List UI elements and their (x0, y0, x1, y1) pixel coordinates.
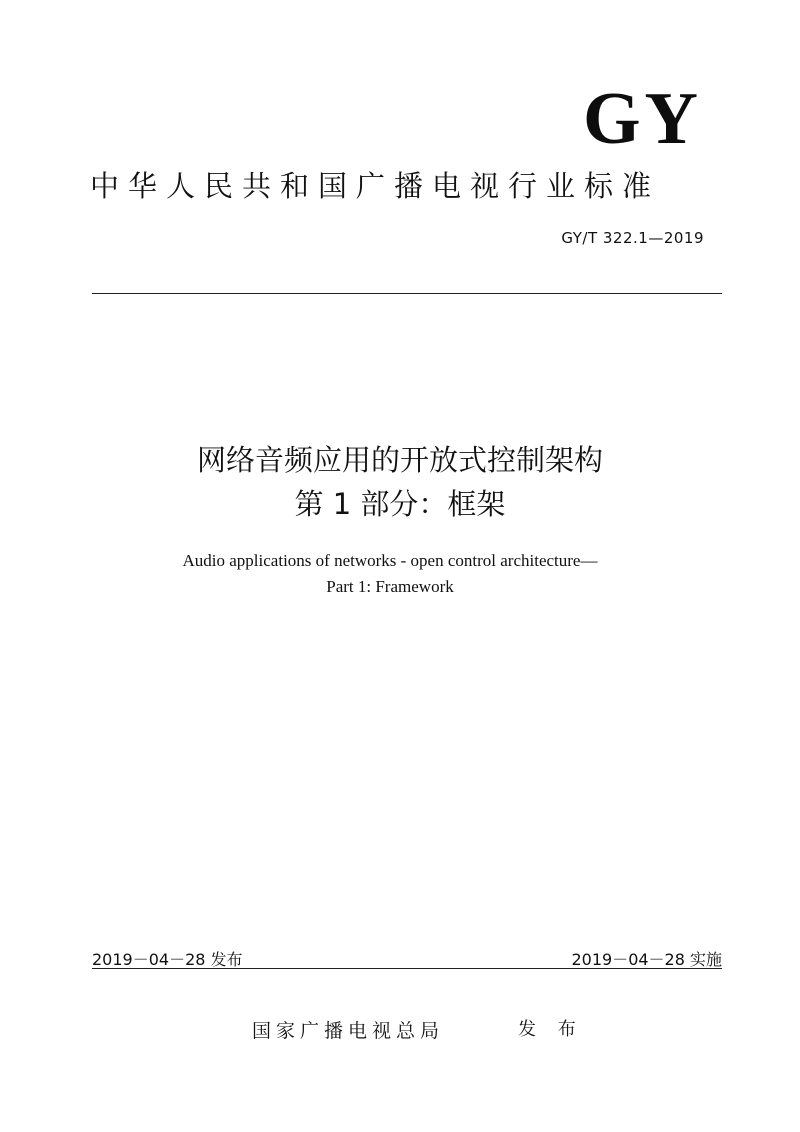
implementation-date: 2019－04－28 实施 (571, 950, 722, 969)
bottom-divider (92, 968, 722, 969)
standard-category-name: 中华人民共和国广播电视行业标准 (90, 169, 661, 203)
issue-label: 发 布 (518, 1019, 584, 1040)
title-cn-line2: 第 1 部分：框架 (294, 487, 506, 521)
standard-number: GY/T 322.1—2019 (561, 229, 704, 247)
title-en-line1: Audio applications of networks - open control architecture— (182, 551, 598, 570)
top-divider (92, 293, 722, 294)
title-cn-line1: 网络音频应用的开放式控制架构 (196, 443, 603, 477)
issue-date: 2019－04－28 发布 (92, 950, 243, 969)
issuing-authority: 国家广播电视总局 (252, 1020, 445, 1042)
title-en-line2: Part 1: Framework (326, 577, 454, 596)
gy-logo: GY (583, 78, 702, 160)
